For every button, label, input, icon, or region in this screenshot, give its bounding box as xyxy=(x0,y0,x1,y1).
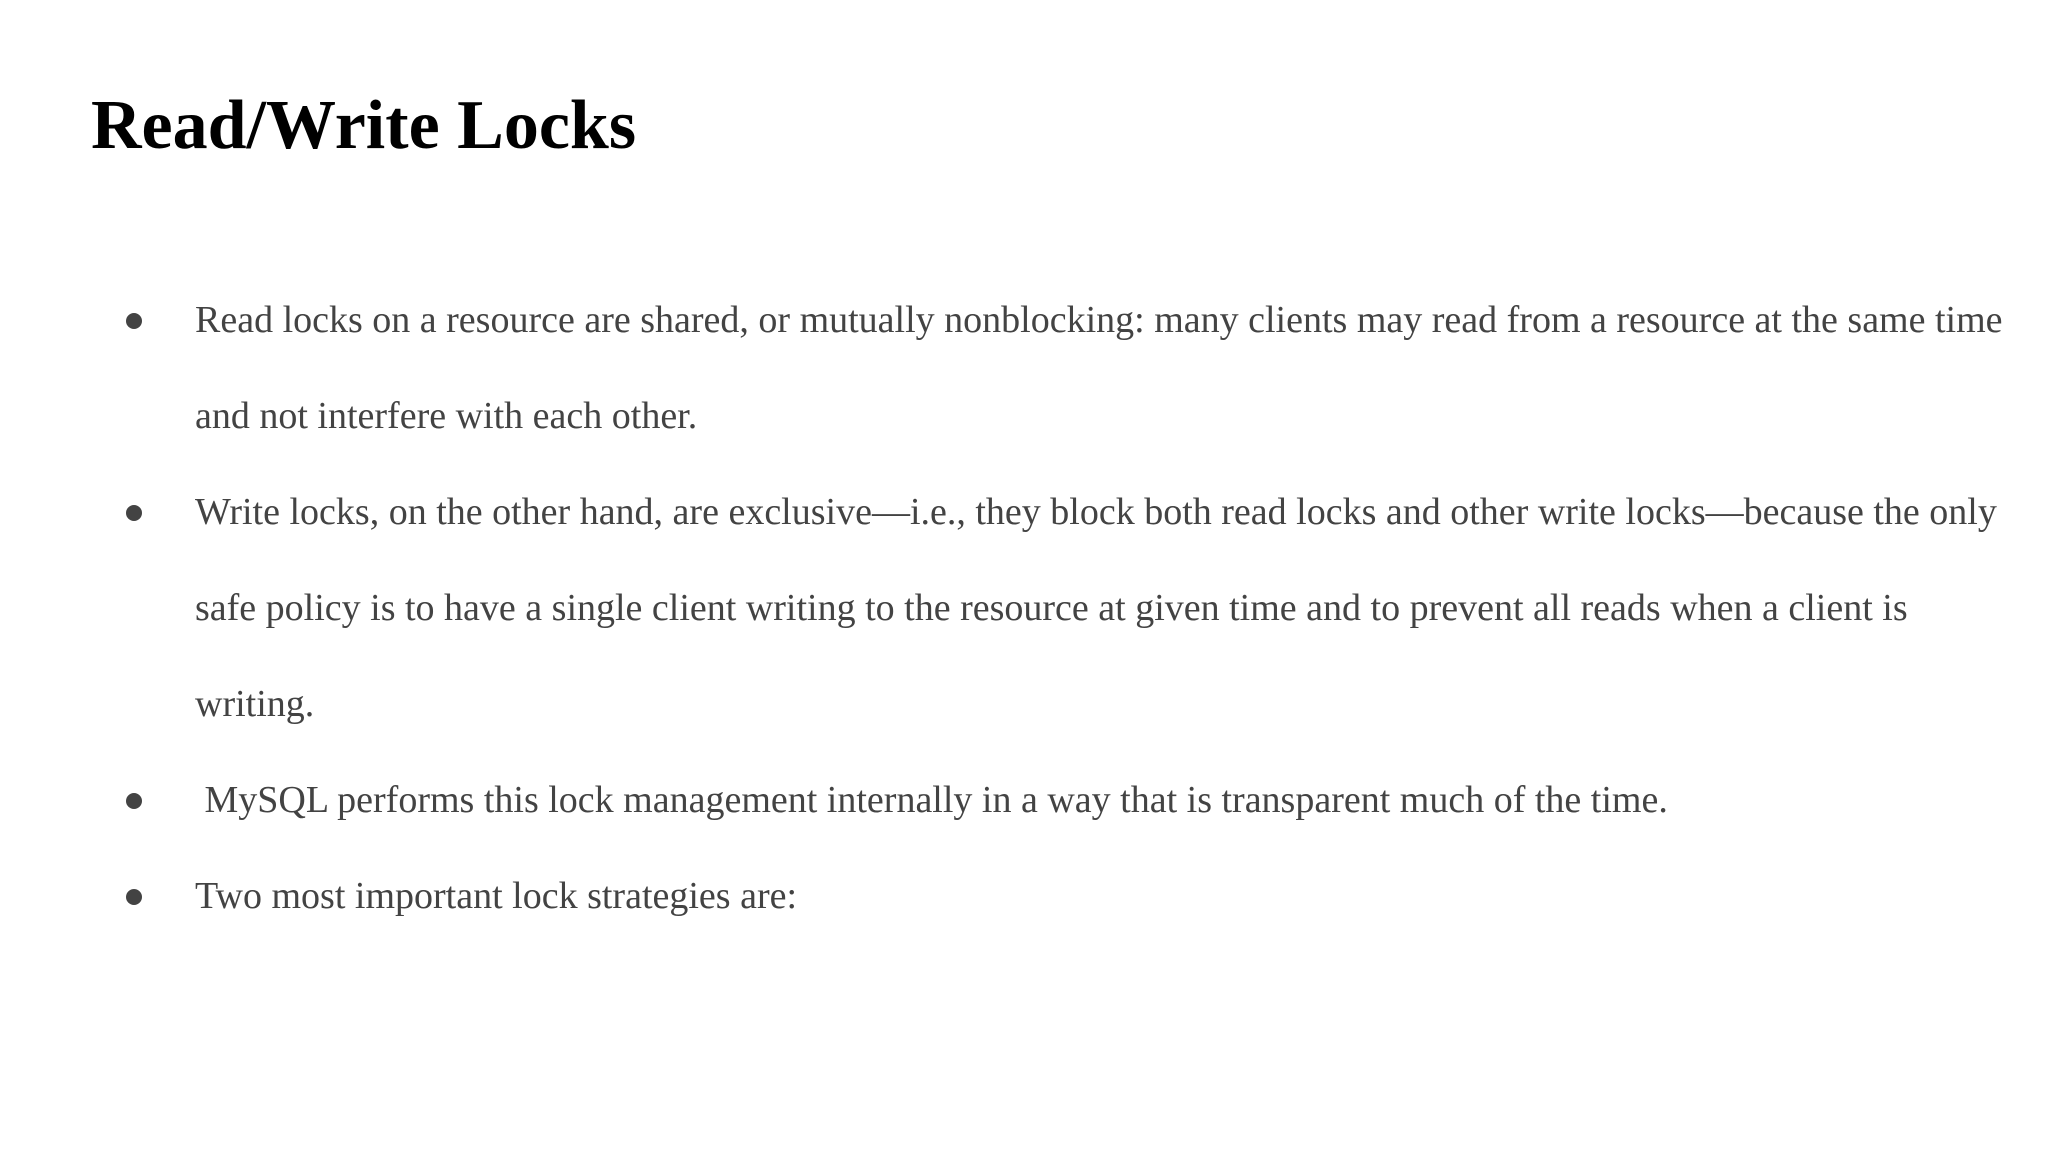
bullet-text: Write locks, on the other hand, are exclusive—i.e., they block both read locks and other write locks—because the only safe policy is to have a single client writing to the resource at given time and to prevent all reads when a client is writing. xyxy=(195,491,2007,725)
slide-title: Read/Write Locks xyxy=(91,87,637,164)
bullet-text: MySQL performs this lock management internally in a way that is transparent much of the time. xyxy=(195,779,1668,821)
bullet-dot-icon xyxy=(126,505,142,521)
bullet-dot-icon xyxy=(126,313,142,329)
bullet-item-write-locks xyxy=(0,464,2048,752)
bullet-item-mysql xyxy=(0,752,2048,848)
bullet-dot-icon xyxy=(126,793,142,809)
bullet-list xyxy=(0,272,2048,944)
bullet-item-strategies xyxy=(0,848,2048,944)
bullet-text: Two most important lock strategies are: xyxy=(195,875,798,917)
bullet-dot-icon xyxy=(126,889,142,905)
bullet-item-read-locks xyxy=(0,272,2048,464)
bullet-text: Read locks on a resource are shared, or mutually nonblocking: many clients may read from a resource at the same time and not interfere with each other. xyxy=(195,299,2013,437)
